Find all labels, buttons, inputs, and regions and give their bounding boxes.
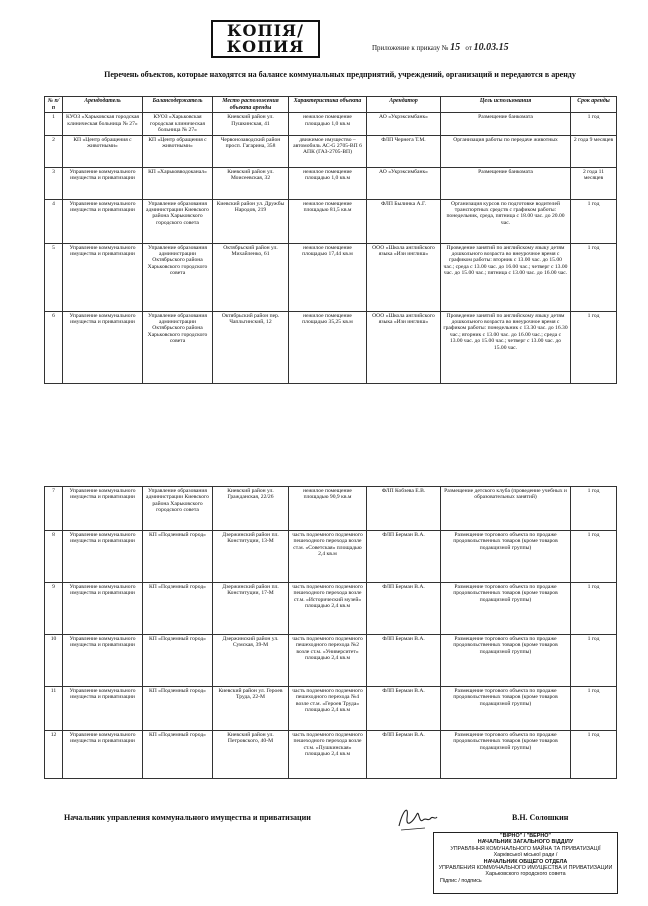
stamp-line-1: "ВІРНО" / "ВЕРНО" (500, 833, 551, 839)
cell-purpose: Размещение банкомата (441, 167, 571, 199)
cell-purpose: Размещение торгового объекта по продаже продовольственных товаров (кроме товаров подакцизной группы) (441, 531, 571, 583)
cell-n: 12 (45, 731, 63, 779)
cell-tenant: ООО «Школа английского языка «Изи инглиш» (367, 243, 441, 311)
table-row (45, 583, 617, 635)
cell-object: нежилое помещение площадью 1,0 кв.м (289, 113, 367, 135)
cell-location: Дзержинский район пл. Конституции, 13-М (213, 531, 289, 583)
cell-holder: Управление образования администрации Октябрьского района Харьковского городского совета (143, 311, 213, 383)
handwritten-signature-icon (395, 800, 439, 834)
cell-object: часть подземного подземного пешеходного перехода №4 возле ст.м. «Героев Труда» площадью 2,4 кв.м (289, 687, 367, 731)
table-row (45, 311, 617, 383)
cell-term: 1 год (571, 199, 617, 243)
cell-tenant: ФЛП Чернега Т.М. (367, 135, 441, 167)
cell-term: 1 год (571, 487, 617, 531)
cell-landlord: Управление коммунального имущества и приватизации (63, 243, 143, 311)
cell-location: Червонозаводский район просп. Гагарина, 358 (213, 135, 289, 167)
cell-n: 8 (45, 531, 63, 583)
header-object: Характеристика объекта (289, 97, 367, 113)
cell-location: Киевский район ул. Моисеевская, 32 (213, 167, 289, 199)
stamp-line-8: Підпис / подпись (440, 877, 482, 884)
stamp-line-6: УПРАВЛЕНИЯ КОММУНАЛЬНОГО ИМУЩЕСТВА И ПРИВАТИЗАЦИИ (438, 865, 613, 872)
cell-landlord: Управление коммунального имущества и приватизации (63, 199, 143, 243)
cell-landlord: Управление коммунального имущества и приватизации (63, 487, 143, 531)
cell-purpose: Размещение торгового объекта по продаже продовольственных товаров (кроме товаров подакцизной группы) (441, 687, 571, 731)
cell-tenant: ФЛП Былинка А.Г. (367, 199, 441, 243)
table-row (45, 635, 617, 687)
cell-tenant: ООО «Школа английского языка «Изи инглиш» (367, 311, 441, 383)
cell-n: 2 (45, 135, 63, 167)
header-term: Срок аренды (571, 97, 617, 113)
stamp-line-4: Харківської міської ради / (493, 852, 558, 859)
cell-location: Киевский район ул. Пушкинская, 41 (213, 113, 289, 135)
cell-tenant: ФЛП Берман В.А. (367, 687, 441, 731)
cell-term: 1 год (571, 113, 617, 135)
cell-holder: Управление образования администрации Октябрьского района Харьковского городского совета (143, 243, 213, 311)
cell-location: Киевский район ул. Петровского, 40-М (213, 731, 289, 779)
cell-tenant: АО «Укрэксимбанк» (367, 167, 441, 199)
cell-purpose: Организация курсов по подготовке водителей транспортных средств с графиком работы: понедельник, среда, пятница с 18.00 час. до 20.00 час. (441, 199, 571, 243)
stamp-line-2: НАЧАЛЬНИК ЗАГАЛЬНОГО ВІДДІЛУ (477, 839, 574, 846)
cell-tenant: АО «Укрэксимбанк» (367, 113, 441, 135)
cell-object: часть подземного подземного пешеходного перехода №2 возле ст.м. «Университет» площадью 2,4 кв.м (289, 635, 367, 687)
cell-purpose: Размещение детского клуба (проведение учебных и образовательных занятий) (441, 487, 571, 531)
cell-holder: КП «Харьковводоканал» (143, 167, 213, 199)
cell-purpose: Размещение торгового объекта по продаже продовольственных товаров (кроме товаров подакцизной группы) (441, 731, 571, 779)
cell-tenant: ФЛП Берман В.А. (367, 583, 441, 635)
cell-purpose: Организация работы по передаче животных (441, 135, 571, 167)
cell-holder: КП «Подземный город» (143, 731, 213, 779)
cell-n: 3 (45, 167, 63, 199)
cell-location: Киевский район ул. Дружбы Народов, 219 (213, 199, 289, 243)
order-number: 15 (450, 42, 461, 53)
cell-term: 1 год (571, 531, 617, 583)
cell-n: 9 (45, 583, 63, 635)
cell-landlord: Управление коммунального имущества и приватизации (63, 583, 143, 635)
table-row (45, 135, 617, 167)
cell-location: Киевский район ул. Гражданская, 22/26 (213, 487, 289, 531)
header-number: № п/ п (45, 97, 63, 113)
cell-purpose: Размещение торгового объекта по продаже продовольственных товаров (кроме товаров подакцизной группы) (441, 635, 571, 687)
cell-holder: КП «Подземный город» (143, 531, 213, 583)
copy-stamp-line2: КОПИЯ (226, 37, 305, 56)
table-row (45, 243, 617, 311)
cell-holder: Управление образования администрации Киевского района Харьковского городского совета (143, 487, 213, 531)
cell-object: нежилое помещение площадью 81,5 кв.м (289, 199, 367, 243)
appendix-reference (372, 42, 509, 53)
cell-landlord: Управление коммунального имущества и приватизации (63, 167, 143, 199)
signatory-position: Начальник управления коммунального имущества и приватизации (64, 813, 311, 822)
cell-object: часть подземного подземного пешеходного перехода возле ст.м. «Исторический музей» площадью 2,4 кв.м (289, 583, 367, 635)
cell-holder: КП «Подземный город» (143, 635, 213, 687)
cell-landlord: Управление коммунального имущества и приватизации (63, 731, 143, 779)
certification-stamp (433, 832, 618, 894)
cell-n: 4 (45, 199, 63, 243)
cell-object: нежилое помещение площадью 90,9 кв.м (289, 487, 367, 531)
stamp-line-5: НАЧАЛЬНИК ОБЩЕГО ОТДЕЛА (483, 858, 568, 865)
table-row (45, 731, 617, 779)
table-row (45, 199, 617, 243)
cell-landlord: КП «Центр обращения с животными» (63, 135, 143, 167)
table-row (45, 167, 617, 199)
signatory-name: В.Н. Солошкин (512, 813, 569, 822)
objects-table-part2 (44, 486, 617, 779)
cell-term: 1 год (571, 311, 617, 383)
cell-tenant: ФЛП Берман В.А. (367, 731, 441, 779)
cell-holder: Управление образования администрации Киевского района Харьковского городского совета (143, 199, 213, 243)
copy-stamp (211, 20, 320, 58)
cell-landlord: Управление коммунального имущества и приватизации (63, 311, 143, 383)
cell-n: 7 (45, 487, 63, 531)
cell-term: 2 года 11 месяцев (571, 167, 617, 199)
cell-holder: КП «Подземный город» (143, 583, 213, 635)
cell-object: часть подземного подземного пешеходного перехода возле ст.м. «Пушкинская» площадью 2,4 кв.м (289, 731, 367, 779)
cell-object: часть подземного подземного пешеходного перехода возле ст.м. «Советская» площадью 2,4 кв.м (289, 531, 367, 583)
cell-tenant: ФЛП Берман В.А. (367, 531, 441, 583)
stamp-line-3: УПРАВЛІННЯ КОМУНАЛЬНОГО МАЙНА ТА ПРИВАТИЗАЦІЇ (450, 845, 601, 852)
cell-tenant: ФЛП Кобзева Е.В. (367, 487, 441, 531)
header-landlord: Арендодатель (63, 97, 143, 113)
cell-holder: КП «Центр обращения с животными» (143, 135, 213, 167)
cell-object: движимое имущество – автомобиль АС-G 2705-ВП 6 АПК (ГАЗ-2705-ВП) (289, 135, 367, 167)
table-row (45, 531, 617, 583)
header-purpose: Цель использования (441, 97, 571, 113)
cell-term: 2 года 9 месяцев (571, 135, 617, 167)
cell-term: 1 год (571, 583, 617, 635)
cell-purpose: Размещение банкомата (441, 113, 571, 135)
objects-table-part1 (44, 96, 617, 384)
header-location: Место расположения объекта аренды (213, 97, 289, 113)
cell-purpose: Проведение занятий по английскому языку детям дошкольного возраста во внеурочное время с графиком работы: понедельник с 13.30 час. до 16.30 час.; вторник с 13.00 час. до 16.00 час.; среда с 13.00 час. до 15.00 час.; четверг с 13.00 час. до 15.00 час. (441, 311, 571, 383)
cell-n: 5 (45, 243, 63, 311)
cell-term: 1 год (571, 687, 617, 731)
cell-location: Дзержинский район ул. Сумская, 39-М (213, 635, 289, 687)
cell-n: 11 (45, 687, 63, 731)
cell-location: Киевский район ул. Героев Труда, 22-М (213, 687, 289, 731)
cell-n: 6 (45, 311, 63, 383)
cell-term: 1 год (571, 635, 617, 687)
cell-object: нежилое помещение площадью 17,44 кв.м (289, 243, 367, 311)
cell-landlord: Управление коммунального имущества и приватизации (63, 635, 143, 687)
cell-location: Октябрьский район ул. Михайленко, 61 (213, 243, 289, 311)
cell-holder: КП «Подземный город» (143, 687, 213, 731)
table-row (45, 687, 617, 731)
cell-purpose: Проведение занятий по английскому языку детям дошкольного возраста во внеурочное время с графиком работы: вторник с 13.00 час. до 15.00 час.; среда с 13.00 час. до 16.00 час.; четверг с 13.00 час. до 15.00 час.; пятница с 13.00 час. до 16.00 час. (441, 243, 571, 311)
header-holder: Балансодержатель (143, 97, 213, 113)
cell-purpose: Размещение торгового объекта по продаже продовольственных товаров (кроме товаров подакцизной группы) (441, 583, 571, 635)
cell-term: 1 год (571, 731, 617, 779)
cell-landlord: Управление коммунального имущества и приватизации (63, 687, 143, 731)
cell-landlord: Управление коммунального имущества и приватизации (63, 531, 143, 583)
header-tenant: Арендатор (367, 97, 441, 113)
cell-landlord: КУОЗ «Харьковская городская клиническая больница № 27» (63, 113, 143, 135)
order-date: 10.03.15 (473, 42, 509, 53)
date-prefix: от (465, 44, 472, 52)
table-row (45, 487, 617, 531)
document-title: Перечень объектов, которые находятся на балансе коммунальных предприятий, учреждений, организаций и передаются в аренду (104, 70, 576, 79)
stamp-line-7: Харьковского городского совета (485, 871, 566, 878)
cell-n: 1 (45, 113, 63, 135)
cell-object: нежилое помещение площадью 35,25 кв.м (289, 311, 367, 383)
table-header-row (45, 97, 617, 113)
cell-location: Дзержинский район пл. Конституции, 17-М (213, 583, 289, 635)
copy-stamp-line1: КОПІЯ/ (226, 21, 305, 40)
cell-term: 1 год (571, 243, 617, 311)
appendix-text: Приложение к приказу № (372, 44, 449, 52)
cell-object: нежилое помещение площадью 1,0 кв.м (289, 167, 367, 199)
cell-holder: КУОЗ «Харьковская городская клиническая больница № 27» (143, 113, 213, 135)
cell-tenant: ФЛП Берман В.А. (367, 635, 441, 687)
cell-n: 10 (45, 635, 63, 687)
cell-location: Октябрьский район пер. Чапльгинский, 12 (213, 311, 289, 383)
table-row (45, 113, 617, 135)
